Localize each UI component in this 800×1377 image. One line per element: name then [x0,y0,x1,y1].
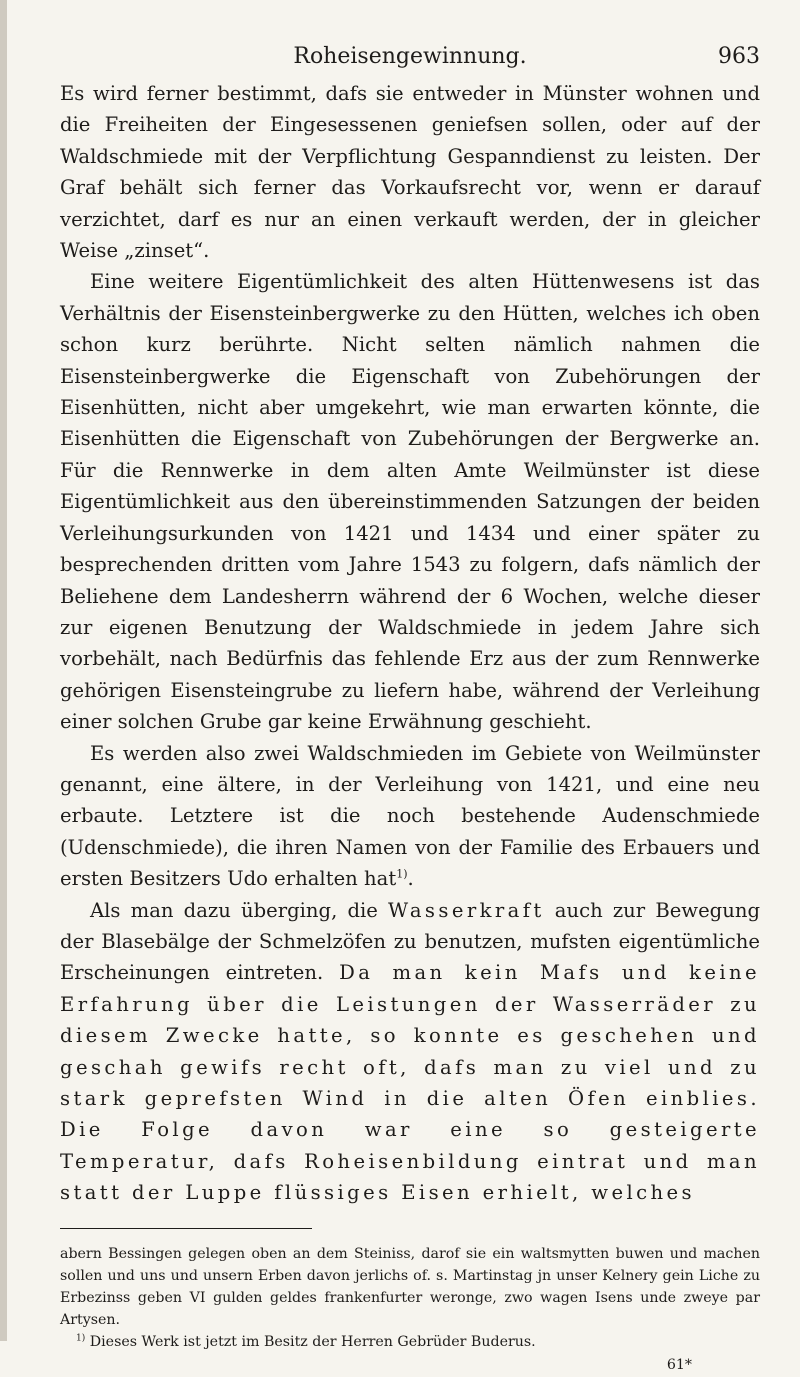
paragraph: Es wird ferner bestimmt, dafs sie entweder in Münster wohnen und die Freiheiten der Eingesessenen geniefsen sollen, oder auf der Waldschmiede mit der Verpflichtung Gespanndienst zu leisten. Der Graf behält sich ferner das Vorkaufsrecht vor, wenn er darauf verzichtet, darf es nur an einen verkauft werden, der in gleicher Weise „zinset“. [60,82,760,263]
paragraph-text: auch zur Bewegung der Blasebälge der Schmelzöfen zu benutzen, mufsten eigentümliche Erscheinungen eintreten. [60,898,760,985]
paragraph [60,738,760,895]
footnote-separator [60,1228,312,1229]
page-edge-shadow [0,0,7,1341]
page-number: 963 [718,44,760,69]
book-page [60,44,760,1377]
paragraph-text: Als man dazu überging, die [90,898,389,922]
paragraph: Eine weitere Eigentümlichkeit des alten Hüttenwesens ist das Verhältnis der Eisensteinbergwerke zu den Hütten, welches ich oben schon kurz berührte. Nicht selten nämlich nahmen die Eisensteinbergwerke die Eigenschaft von Zubehörungen der Eisenhütten, nicht aber umgekehrt, wie man erwarten könnte, die Eisenhütten die Eigenschaft von Zubehörungen der Bergwerke an. Für die Rennwerke in dem alten Amte Weilmünster ist diese Eigentümlichkeit aus den übereinstimmenden Satzungen der beiden Verleihungsurkunden von 1421 und 1434 und einer später zu besprechenden dritten vom Jahre 1543 zu folgern, dafs nämlich der Beliehene dem Landesherrn während der 6 Wochen, welche dieser zur eigenen Benutzung der Waldschmiede in jedem Jahre sich vorbehält, nach Bedürfnis das fehlende Erz aus der zum Rennwerke gehörigen Eisensteingrube zu liefern habe, während der Verleihung einer solchen Grube gar keine Erwähnung geschieht. [60,270,760,734]
body-text [60,78,760,1209]
printer-signature-mark: 61* [666,1356,692,1373]
footnote-text: Dieses Werk ist jetzt im Besitz der Herren Gebrüder Buderus. [85,1333,536,1350]
paragraph [60,895,760,1209]
footnotes [60,1243,760,1377]
running-header [60,44,760,78]
paragraph-end: . [407,867,414,891]
footnote-marker: 1) [76,1332,86,1343]
emphasized-term: Wasserkraft [388,898,545,922]
running-title: Roheisengewinnung. [293,44,527,69]
emphasized-passage: Da man kein Mafs und keine Erfahrung über die Leistungen der Wasserräder zu diesem Zwecke hatte, so konnte es geschehen und geschah gewifs recht oft, dafs man zu viel und zu stark geprefsten Wind in die alten Öfen einblies. Die Folge davon war eine so gesteigerte Temperatur, dafs Roheisenbildung eintrat und man statt der Luppe flüssiges Eisen erhielt, welches [60,961,760,1205]
footnote-reference: 1) [396,867,408,881]
paragraph-text: Es werden also zwei Waldschmieden im Gebiete von Weilmünster genannt, eine ältere, in der Verleihung von 1421, und eine neu erbaute. Letztere ist die noch bestehende Audenschmiede (Udenschmiede), die ihren Namen von der Familie des Erbauers und ersten Besitzers Udo erhalten hat [60,741,760,891]
footnote-continuation: abern Bessingen gelegen oben an dem Steiniss, darof sie ein waltsmytten buwen und machen sollen und uns und unsern Erben davon jerlichs of. s. Martinstag jn unser Kelnery gein Liche zu Erbezinss geben VI gulden geldes frankenfurter weronge, zwo wagen Isens unde zweye par Artysen. [60,1245,760,1328]
footnote [60,1331,760,1353]
